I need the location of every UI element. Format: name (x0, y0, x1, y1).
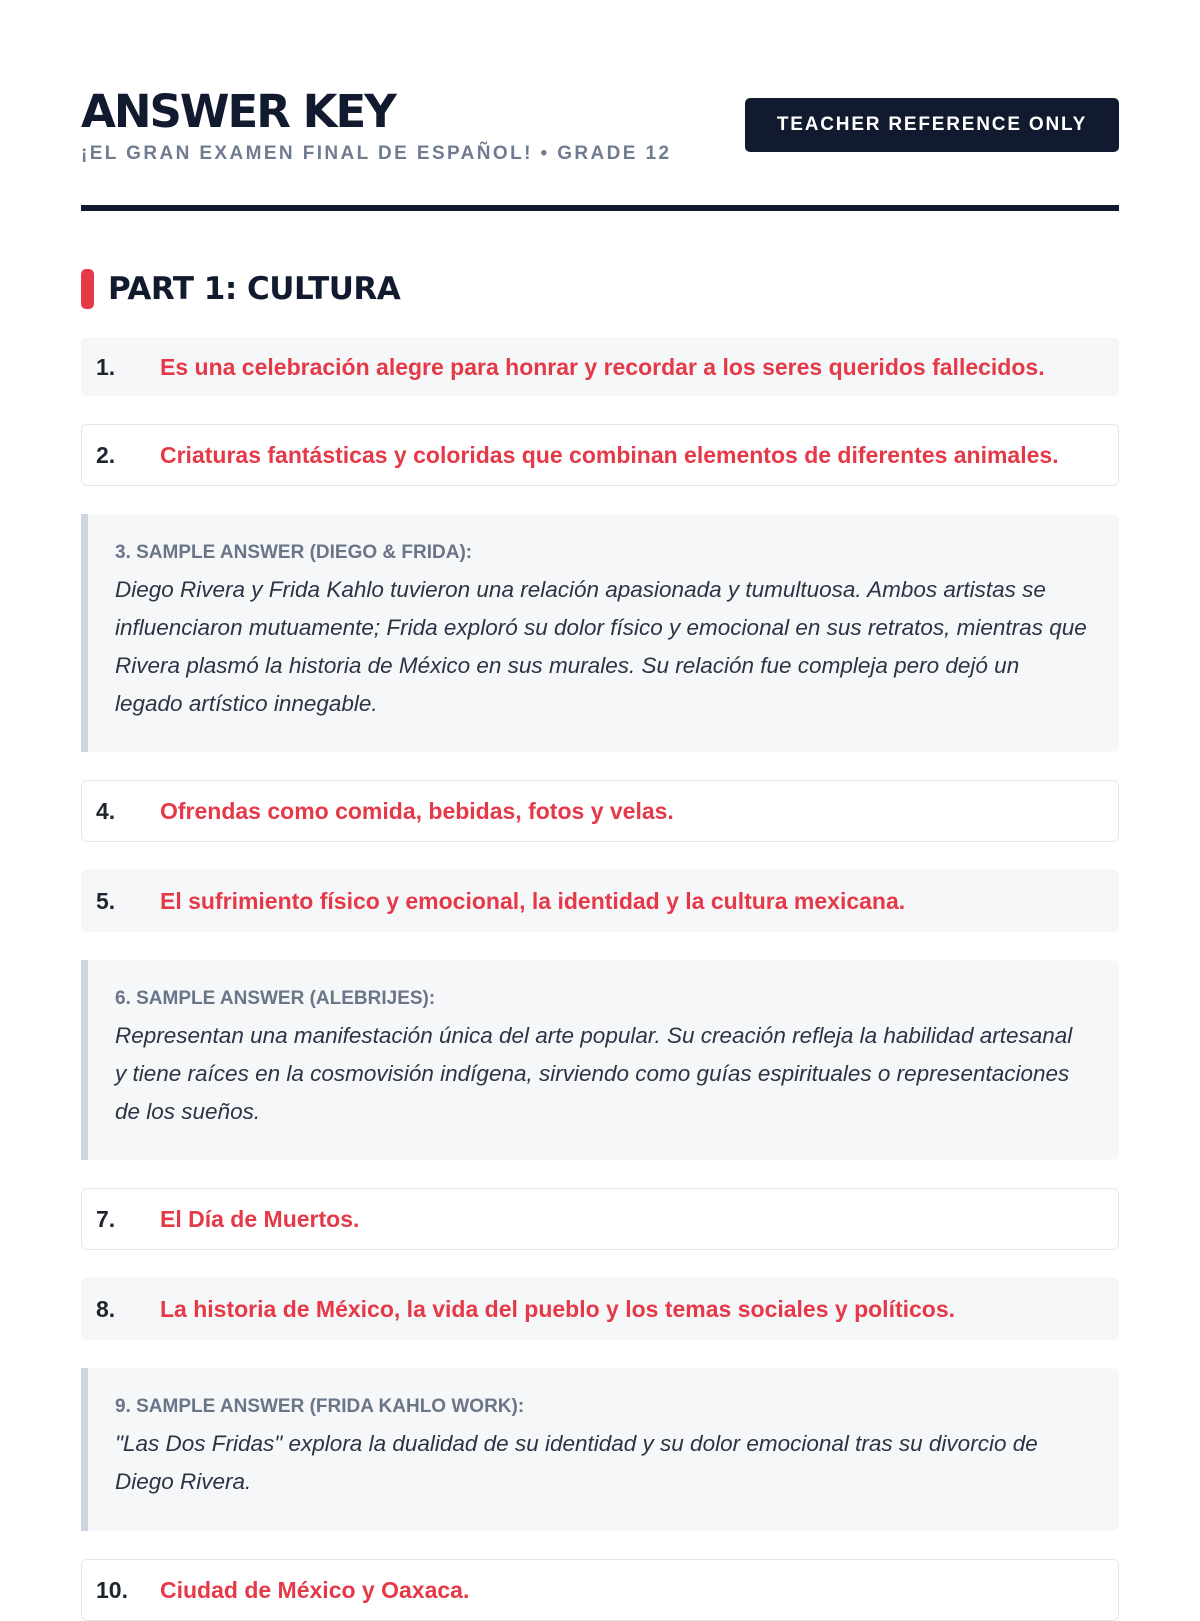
answer-list (81, 338, 1119, 1621)
answer-number: 1. (96, 353, 116, 380)
answer-row-7 (81, 1188, 1119, 1250)
answer-number: 5. (96, 887, 116, 914)
sample-answer-text: Diego Rivera y Frida Kahlo tuvieron una relación apasionada y tumultuosa. Ambos artistas se influenciaron mutuamente; Frida exploró su dolor físico y emocional en sus retratos, mientras que Rivera plasmó la historia de México en sus murales. Su relación fue compleja pero dejó un legado artístico innegable. (115, 577, 1087, 716)
sample-answer-3 (81, 514, 1119, 752)
answer-row-4 (81, 780, 1119, 842)
answer-row-5 (81, 870, 1119, 932)
page-title: ANSWER KEY (81, 85, 395, 138)
sample-answer-label: 9. SAMPLE ANSWER (FRIDA KAHLO WORK): (115, 1396, 525, 1417)
answer-text: El Día de Muertos. (160, 1205, 360, 1232)
answer-text: La historia de México, la vida del pueblo y los temas sociales y políticos. (160, 1295, 956, 1322)
header-divider (81, 205, 1119, 211)
sample-answer-6 (81, 960, 1119, 1160)
section-title: PART 1: CULTURA (108, 271, 401, 307)
sample-answer-9 (81, 1368, 1119, 1531)
sample-answer-text: "Las Dos Fridas" explora la dualidad de su identidad y su dolor emocional tras su divorcio de Diego Rivera. (115, 1431, 1038, 1494)
answer-row-1 (81, 338, 1119, 396)
answer-text: Ciudad de México y Oaxaca. (160, 1576, 470, 1603)
sample-answer-text: Representan una manifestación única del arte popular. Su creación refleja la habilidad artesanal y tiene raíces en la cosmovisión indígena, sirviendo como guías espirituales o representaciones de los sueños. (115, 1023, 1073, 1124)
answer-number: 4. (96, 797, 116, 824)
section-heading (81, 269, 1119, 309)
answer-number: 2. (96, 441, 116, 468)
answer-text: Ofrendas como comida, bebidas, fotos y velas. (160, 797, 674, 824)
answer-text: El sufrimiento físico y emocional, la identidad y la cultura mexicana. (160, 887, 906, 914)
teacher-reference-badge: TEACHER REFERENCE ONLY (745, 98, 1119, 152)
section-accent-bar (81, 269, 94, 309)
header (81, 84, 1119, 182)
answer-text: Es una celebración alegre para honrar y recordar a los seres queridos fallecidos. (160, 353, 1045, 380)
page-subtitle: ¡EL GRAN EXAMEN FINAL DE ESPAÑOL! • GRADE 12 (81, 143, 672, 164)
answer-number: 8. (96, 1295, 116, 1322)
answer-number: 10. (96, 1576, 128, 1603)
answer-row-8 (81, 1278, 1119, 1340)
sample-answer-label: 3. SAMPLE ANSWER (DIEGO & FRIDA): (115, 542, 473, 563)
sample-answer-label: 6. SAMPLE ANSWER (ALEBRIJES): (115, 988, 436, 1009)
answer-text: Criaturas fantásticas y coloridas que combinan elementos de diferentes animales. (160, 441, 1059, 468)
answer-row-2 (81, 424, 1119, 486)
answer-number: 7. (96, 1205, 116, 1232)
answer-row-10 (81, 1559, 1119, 1621)
